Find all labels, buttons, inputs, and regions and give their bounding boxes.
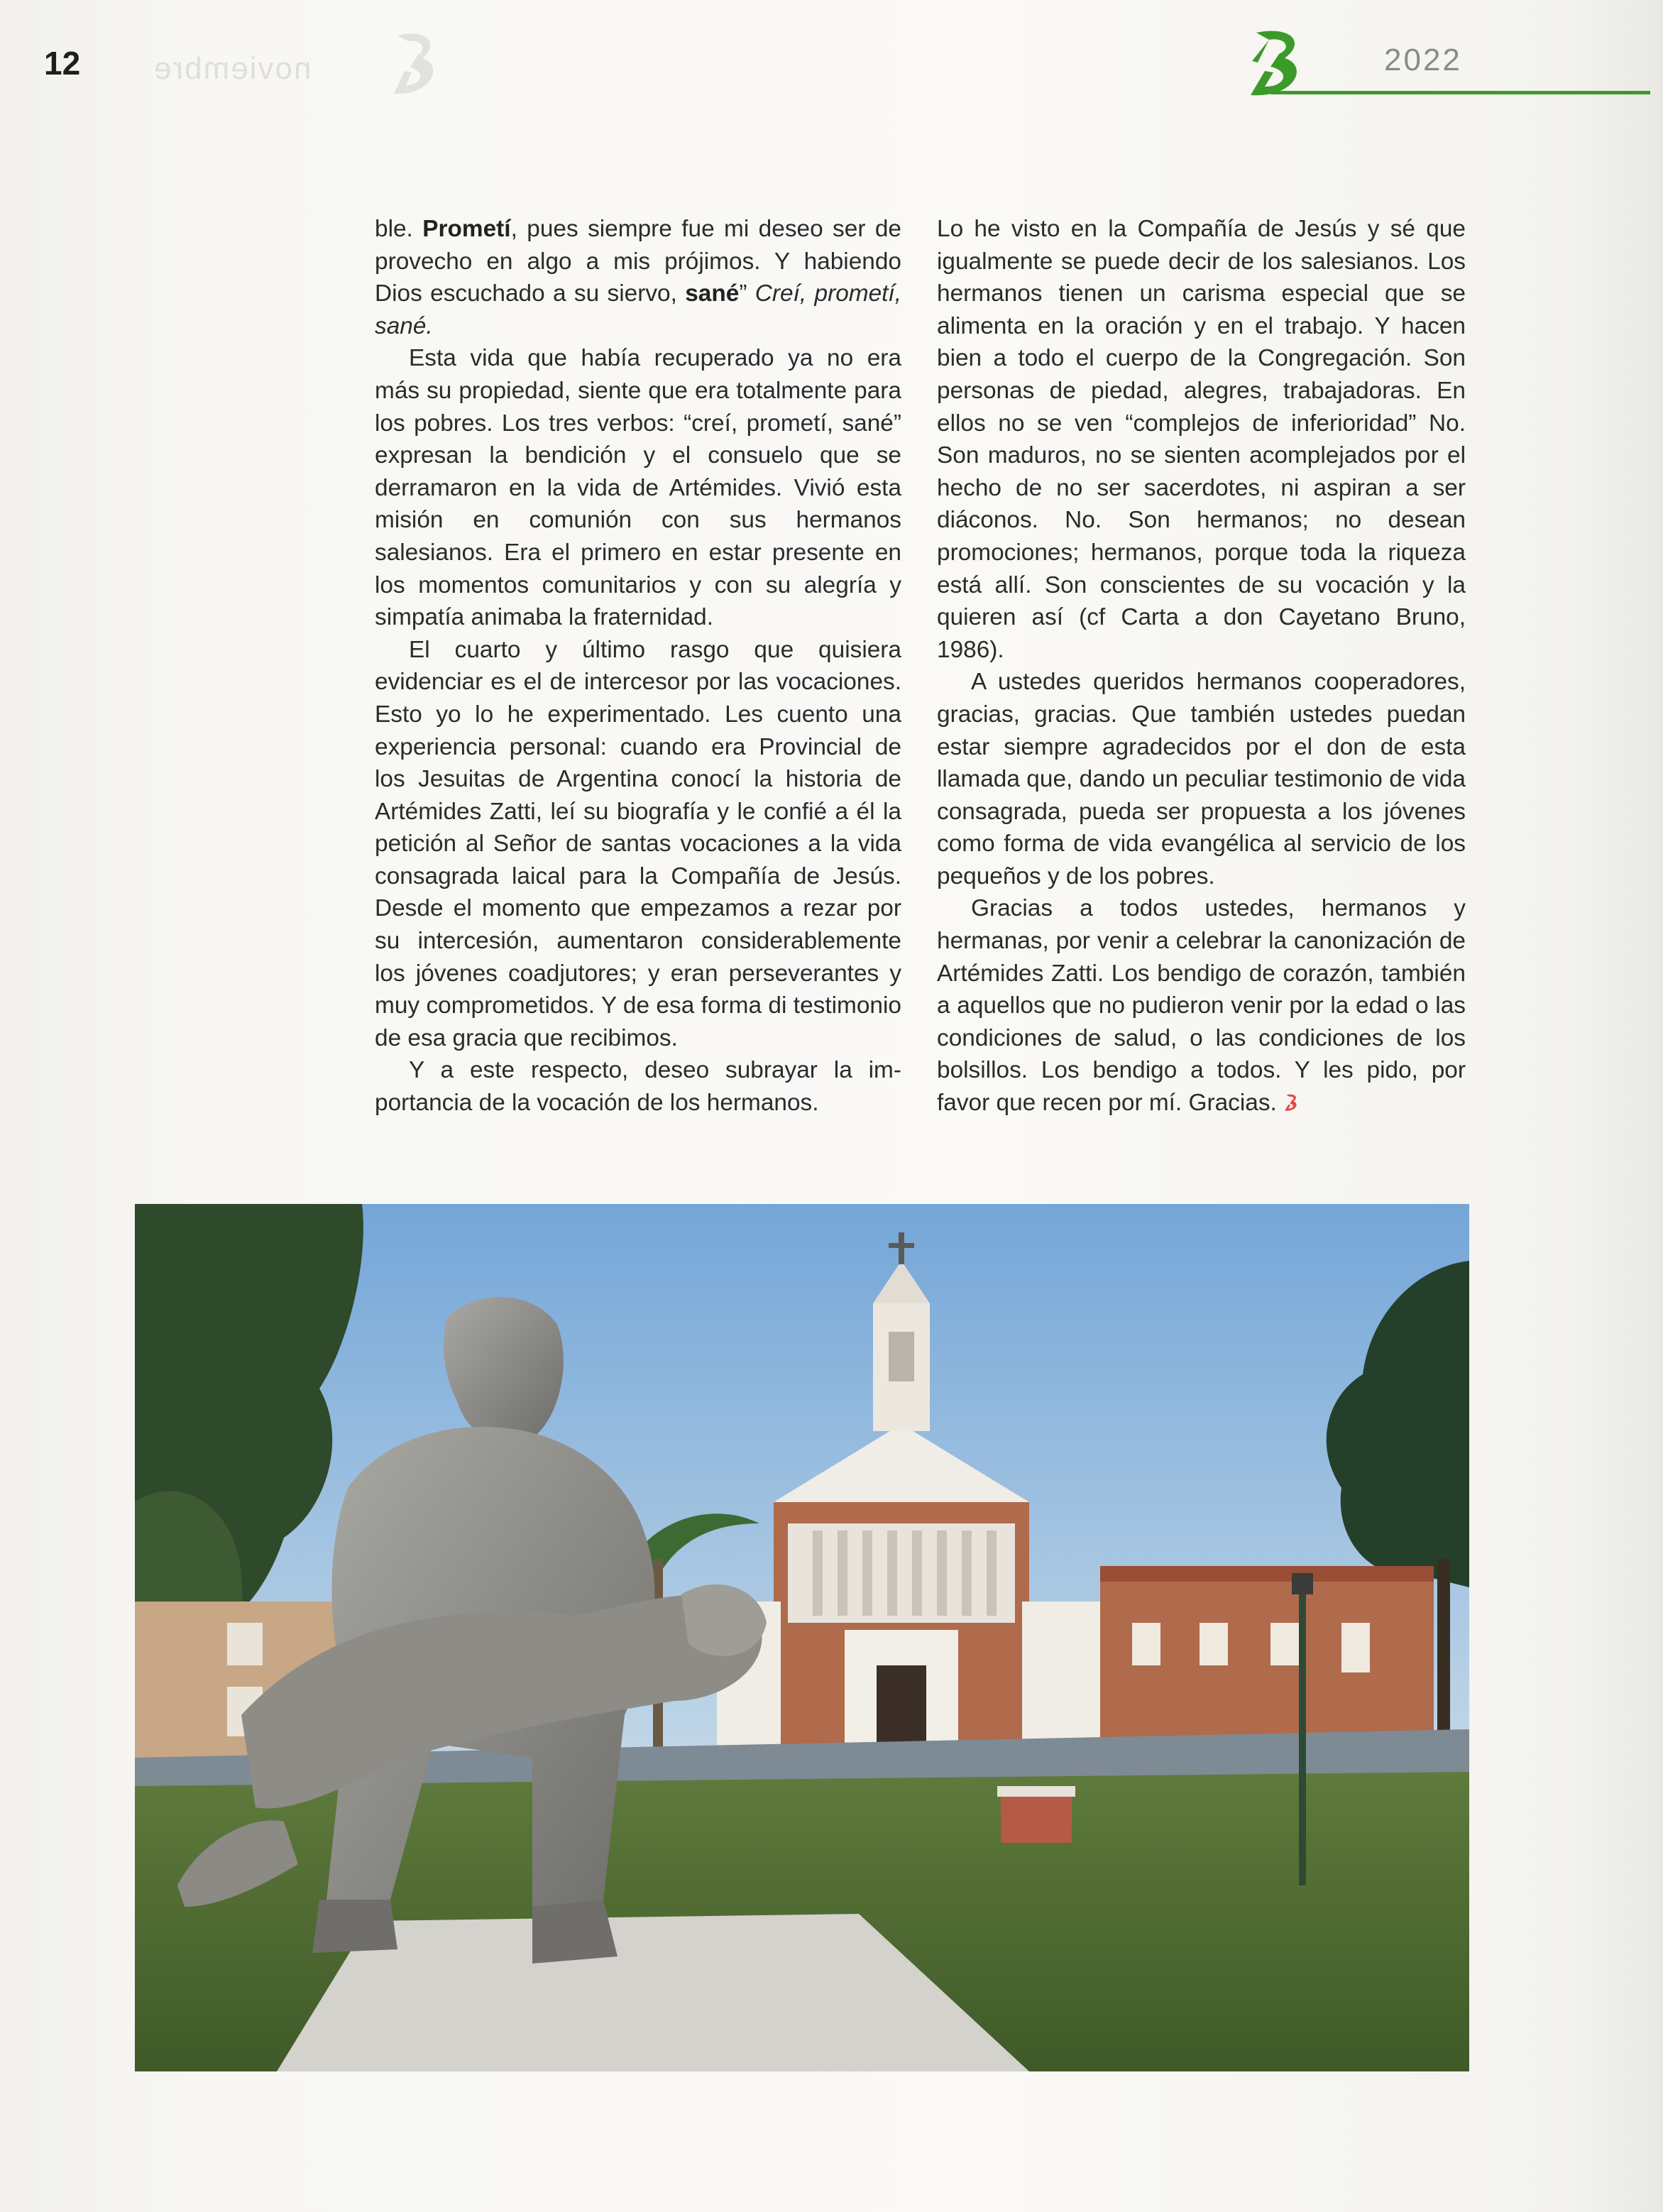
paragraph: A ustedes queridos hermanos cooperadores, gracias, gracias. Que también ustedes puedan estar siempre agradecidos por el don de esta llamada que, dando un peculiar testimonio de vida consagrada, pueda ser propuesta a los jóvenes como forma de vida evangélica al servicio de los pequeños y de los pobres. [937,669,1466,889]
paragraph [375,213,901,342]
article-photo [135,1204,1469,2071]
issue-year: 2022 [1384,43,1462,77]
roof-right [1100,1566,1434,1582]
text-run: , pues siempre fue mi deseo ser de provecho en algo a mis prójimos. Y habiendo Dios escuchado a su siervo, [375,216,901,307]
window [1132,1623,1160,1665]
paragraph: Esta vida que había recuperado ya no era más su propiedad, siente que era totalmente para los pobres. Los tres verbos: “creí, prometí, sané” expresan la bendición y el consuelo que se derramaron en la vida de Artémides. Vivió esta misión en comunión con sus hermanos salesianos. Era el primero en estar presente en los momentos comunitarios y con su alegría y simpatía animaba la fraternidad. [375,345,901,631]
paragraph: Y a este respecto, deseo subrayar la importancia de la vocación de los hermanos. [375,1057,901,1117]
header-rule [1270,91,1650,94]
paragraph [937,892,1466,1119]
cross-bar [889,1243,914,1248]
statue-foot [532,1900,618,1964]
show-through-logo-icon [383,28,447,99]
bell-opening [889,1332,914,1381]
window [227,1623,263,1665]
bold-word: Prometí [422,216,511,242]
window [1200,1623,1228,1665]
lamp-head [1292,1573,1313,1594]
text-run: . [426,312,433,339]
photo-illustration [135,1204,1469,2071]
text-run: ” [739,280,755,307]
text-run: Gracias a todos ustedes, hermanos y hermanas, por venir a celebrar la canonización de Artémides Zatti. Los bendigo de corazón, también a aquellos que no pudieron venir por la edad o las condiciones de salud, o las condiciones de los bolsillos. Los bendigo a todos. Y les pido, por favor que recen por mí. Gracias. [937,895,1466,1117]
bold-word: sané [685,280,740,307]
statue-foot [312,1900,397,1953]
paragraph: El cuarto y último rasgo que quisiera evidenciar es el de intercesor por las vocaciones. Esto yo lo he experimentado. Les cuento una experiencia personal: cuando era Provincial de los Jesuitas de Argentina conocí la historia de Artémides Zatti, leí su biografía y le confié a él la petición al Señor de santas vocaciones a la vida consagrada laical para la Compañía de Jesús. Desde el momento que empezamos a rezar por su intercesión, aumentaron considerablemente los jóvenes coadjutores; y eran perseverantes y muy comprometidos. Y de esa forma di testimonio de esa gracia que recibimos. [375,636,901,1051]
right-text-column [937,213,1466,1119]
boletin-salesiano-logo-icon [1236,27,1315,98]
show-through-text: noviembre [153,51,312,86]
window [1270,1623,1299,1665]
church-side-wing [1022,1601,1100,1758]
cross-icon [899,1232,904,1264]
paragraph: Lo he visto en la Compañía de Jesús y sé que igualmente se puede decir de los salesianos. Los hermanos tienen un carisma especial que se alimenta en la oración y en el trabajo. Y hacen bien a todo el cuerpo de la Congregación. Son personas de piedad, alegres, trabajadoras. En ellos no se ven “complejos de inferioridad” No. Son maduros, no se sienten acomplejados por el hecho de no ser sacerdotes, ni aspiran a ser diáconos. No. Son hermanos; no desean promociones; hermanos, porque toda la riqueza está allí. Son conscientes de su vocación y la quieren así (cf Carta a don Cayetano Bruno, 1986). [937,216,1466,663]
lamp-post [1299,1587,1306,1885]
plinth [1001,1793,1072,1843]
text-run: ble. [375,216,423,242]
page-number: 12 [44,45,81,82]
italic-phrase: Creí, prometí, sané [375,280,901,339]
left-text-column [375,213,901,1119]
plinth-cap [997,1786,1075,1797]
window [1341,1623,1370,1672]
end-of-article-logo-icon [1281,1092,1301,1113]
